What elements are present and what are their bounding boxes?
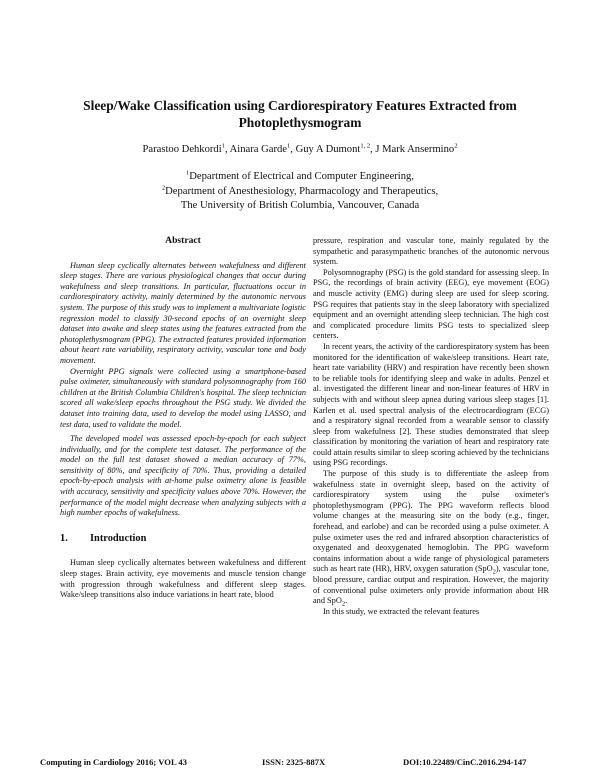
paper-title: Sleep/Wake Classification using Cardiorespiratory Features Extracted from Photoplethysmogram bbox=[83, 98, 517, 130]
left-column bbox=[60, 236, 306, 601]
author: Parastoo Dehkordi$^1$, bbox=[142, 142, 230, 155]
right-column bbox=[313, 236, 549, 617]
body-paragraph: In this study, we extracted the relevant features bbox=[323, 606, 480, 616]
body-paragraph: pressure, respiration and vascular tone, mainly regulated by the sympathetic and parasympathetic branches of the autonomic nervous system. bbox=[313, 236, 549, 267]
body-paragraph: Polysomnography (PSG) is the gold standard for assessing sleep. In PSG, the recordings of brain activity (EEG), eye movement (EOG) and muscle activity (EMG) during sleep are used for sleep scoring. PSG requires that patients stay in the sleep laboratory with specialized equipment and an overnight attending sleep technician. The high cost and complicated procedure limits PSG tests to specialized sleep centers. bbox=[313, 267, 549, 341]
affiliation-line: The University of British Columbia, Vancouver, Canada bbox=[180, 200, 420, 212]
affiliations bbox=[40, 170, 560, 214]
body-paragraph: In recent years, the activity of the cardiorespiratory system has been monitored for the identification of wake/sleep transitions. Heart rate, heart rate variability (HRV) and respiration have recently been shown to be reliable tools for identifying sleep and wake in adults. Penzel et al. investigated the different linear and non-linear features of HRV in subjects with and without sleep apnea during various sleep stages [1]. Karlen et al. used spectral analysis of the electrocardiogram (ECG) and a respiratory signal recorded from a wearable sensor to classify sleep from wakefulness [2]. These studies demonstrated that sleep classification by monitoring the variation of heart and respiratory rate could attain results similar to sleep scoring achieved by the technicians using PSG recordings. bbox=[313, 341, 550, 468]
affiliation-line: $^1$Department of Electrical and Computer Engineering, bbox=[186, 169, 414, 182]
footer-doi: DOI:10.22489/CinC.2016.294-147 bbox=[403, 757, 527, 767]
author: Ainara Garde$^1$, bbox=[229, 142, 296, 155]
abstract-heading: Abstract bbox=[165, 235, 201, 246]
section-heading-introduction: 1. Introduction bbox=[60, 532, 147, 544]
body-paragraph: Human sleep cyclically alternates between wakefulness and different sleep stages. Brain activity, eye movements and muscle tension change with progression through wakefulness and different sleep stages. Wake/sleep transitions also induce variations in heart rate, blood bbox=[60, 558, 306, 600]
body-paragraph: The purpose of this study is to differentiate the asleep from wakefulness state in overnight sleep, based on the activity of cardiorespiratory system using the pulse oximeter's photoplethysmogram (PPG). The PPG waveform reflects blood volume changes at the measuring site on the body (e.g., finger, forehead, and earlobe) and can be recorded using a pulse oximeter. A pulse oximeter uses the red and infrared absorption characteristics of oxygenated and deoxygenated hemoglobin. The PPG waveform contains information about a wide range of physiological parameters such as heart rate (HR), HRV, oxygen saturation (SpO$_2$), vascular tone, blood pressure, cardiac output and respiration. However, the majority of conventional pulse oximeters only provide information about HR and SpO$_2$. bbox=[313, 469, 549, 608]
footer-issn: ISSN: 2325-887X bbox=[262, 757, 326, 767]
abstract-paragraph: Overnight PPG signals were collected using a smartphone-based pulse oximeter, simultaneously with standard polysomnography from 160 children at the British Columbia Children's hospital. The sleep technician scored all wake/sleep epochs throughout the PSG study. We divided the dataset into training data, used to develop the model using LASSO, and test data, used to validate the model. bbox=[60, 366, 306, 429]
author: Guy A Dumont$^{1, 2}$, bbox=[295, 142, 376, 155]
abstract bbox=[60, 236, 306, 519]
abstract-paragraph: Human sleep cyclically alternates between wakefulness and different sleep stages. There are various physiological changes that occur during wakefulness and sleep transitions. In particular, fluctuations occur in cardiorespiratory activity, mainly determined by the autonomic nervous system. The purpose of this study was to implement a multivariate logistic regression model to classify 30-second epochs of an overnight sleep dataset into awake and sleep states using the features extracted from the photoplethysmogram (PPG). The extracted features provided information about heart rate variability, respiratory activity, vascular tone and body movement. bbox=[60, 260, 306, 365]
author: J Mark Ansermino$^2$ bbox=[375, 142, 458, 155]
abstract-paragraph: The developed model was assessed epoch-by-epoch for each subject individually, and for the complete test dataset. The performance of the model on the full test dataset showed a median accuracy of 77%, sensitivity of 80%, and specificity of 70%. Thus, providing a detailed epoch-by-epoch analysis with at-home pulse oximetry alone is feasible with accuracy, sensitivity and specificity values above 70%. However, the performance of the model might decrease when analyzing subjects with a high number epochs of wakefulness. bbox=[60, 434, 306, 518]
footer-journal: Computing in Cardiology 2016; VOL 43 bbox=[40, 757, 187, 767]
author-list bbox=[40, 143, 560, 156]
affiliation-line: $^2$Department of Anesthesiology, Pharmacology and Therapeutics, bbox=[161, 184, 439, 197]
